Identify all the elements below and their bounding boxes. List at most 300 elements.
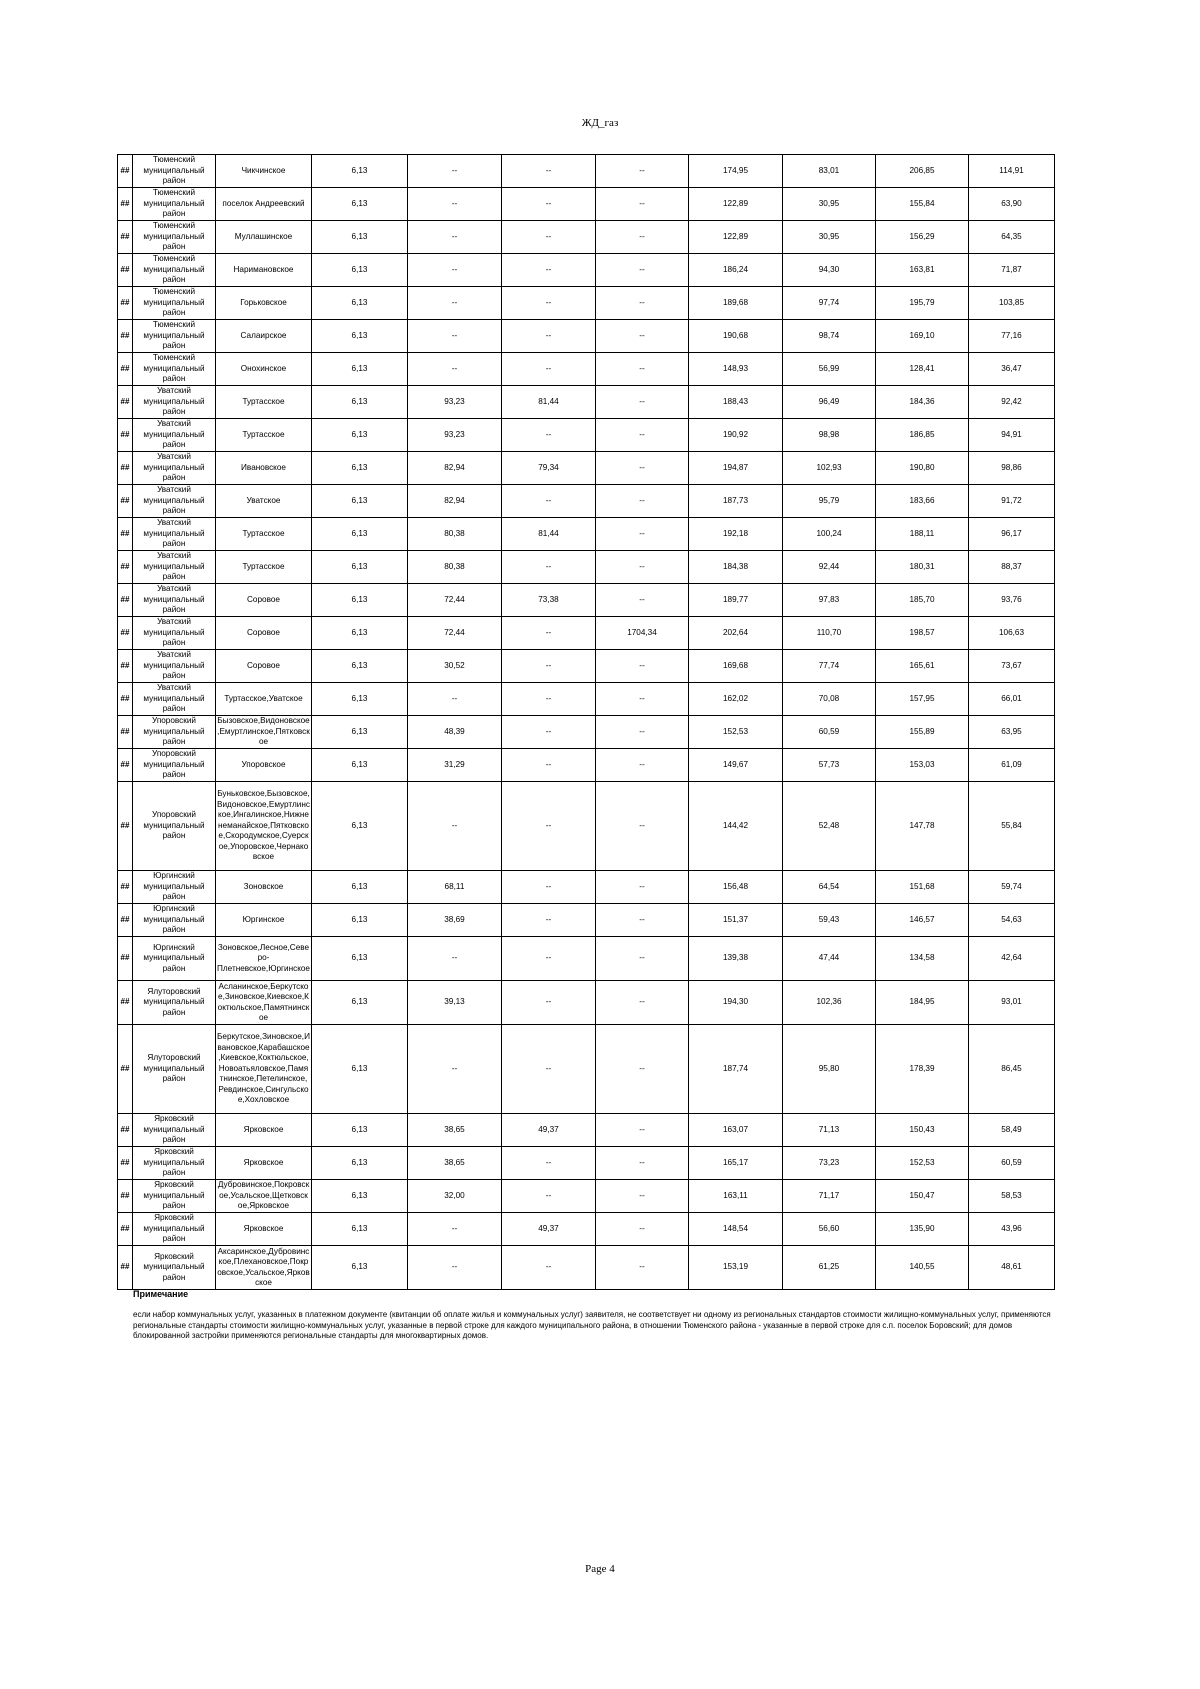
table-row <box>118 485 1055 518</box>
value-cell-6: 83,01 <box>783 155 876 188</box>
value-cell-5: 188,43 <box>689 386 783 419</box>
page-footer: Page 4 <box>585 1563 615 1575</box>
district-cell: Уватский муниципальный район <box>133 485 216 518</box>
district-cell: Упоровский муниципальный район <box>133 716 216 749</box>
table-row <box>118 221 1055 254</box>
value-cell-1: 6,13 <box>312 749 408 782</box>
value-cell-3: 73,38 <box>502 584 596 617</box>
value-cell-1: 6,13 <box>312 518 408 551</box>
row-number: ## <box>118 716 133 749</box>
value-cell-6: 97,74 <box>783 287 876 320</box>
value-cell-7: 185,70 <box>876 584 969 617</box>
value-cell-7: 150,47 <box>876 1180 969 1213</box>
district-cell: Уватский муниципальный район <box>133 419 216 452</box>
value-cell-4: -- <box>596 937 689 981</box>
value-cell-8: 73,67 <box>969 650 1055 683</box>
value-cell-1: 6,13 <box>312 1025 408 1114</box>
value-cell-4: -- <box>596 452 689 485</box>
value-cell-2: 48,39 <box>408 716 502 749</box>
value-cell-6: 92,44 <box>783 551 876 584</box>
value-cell-1: 6,13 <box>312 1180 408 1213</box>
value-cell-5: 174,95 <box>689 155 783 188</box>
value-cell-4: -- <box>596 419 689 452</box>
value-cell-4: -- <box>596 1025 689 1114</box>
value-cell-5: 165,17 <box>689 1147 783 1180</box>
table-row <box>118 1180 1055 1213</box>
row-number: ## <box>118 485 133 518</box>
value-cell-8: 94,91 <box>969 419 1055 452</box>
value-cell-5: 151,37 <box>689 904 783 937</box>
value-cell-6: 52,48 <box>783 782 876 871</box>
value-cell-3: -- <box>502 716 596 749</box>
value-cell-1: 6,13 <box>312 320 408 353</box>
settlement-cell: Туртасское,Уватское <box>216 683 312 716</box>
value-cell-6: 98,98 <box>783 419 876 452</box>
value-cell-8: 42,64 <box>969 937 1055 981</box>
value-cell-1: 6,13 <box>312 904 408 937</box>
district-cell: Ярковский муниципальный район <box>133 1180 216 1213</box>
value-cell-7: 135,90 <box>876 1213 969 1246</box>
note-text: если набор коммунальных услуг, указанных в платежном документе (квитанции об оплате жилья и коммунальных услуг) заявителя, не соответствует ни одному из региональных стандартов стоимости жилищно-коммунальных услуг, применяются региональные стандарты стоимости жилищно-коммунальных услуг, указанные в первой строке для каждого муниципального района, в отношении Тюменского района - указанные в первой строке для с.п. поселок Боровский; для домов блокированной застройки применяются региональные стандарты для многоквартирных домов. <box>133 1310 1051 1340</box>
value-cell-4: -- <box>596 221 689 254</box>
value-cell-5: 144,42 <box>689 782 783 871</box>
value-cell-2: -- <box>408 155 502 188</box>
value-cell-3: -- <box>502 650 596 683</box>
row-number: ## <box>118 650 133 683</box>
value-cell-5: 148,54 <box>689 1213 783 1246</box>
table-row <box>118 584 1055 617</box>
value-cell-4: -- <box>596 683 689 716</box>
value-cell-2: -- <box>408 287 502 320</box>
settlement-cell: Зоновское,Лесное,Северо-Плетневское,Юргинское <box>216 937 312 981</box>
table-row <box>118 188 1055 221</box>
table-row <box>118 1246 1055 1290</box>
value-cell-6: 56,99 <box>783 353 876 386</box>
value-cell-5: 163,07 <box>689 1114 783 1147</box>
value-cell-1: 6,13 <box>312 188 408 221</box>
value-cell-7: 183,66 <box>876 485 969 518</box>
row-number: ## <box>118 617 133 650</box>
value-cell-5: 190,68 <box>689 320 783 353</box>
value-cell-7: 152,53 <box>876 1147 969 1180</box>
settlement-cell: Онохинское <box>216 353 312 386</box>
value-cell-2: 80,38 <box>408 551 502 584</box>
district-cell: Уватский муниципальный район <box>133 518 216 551</box>
value-cell-7: 188,11 <box>876 518 969 551</box>
district-cell: Упоровский муниципальный район <box>133 782 216 871</box>
district-cell: Тюменский муниципальный район <box>133 287 216 320</box>
settlement-cell: Наримановское <box>216 254 312 287</box>
value-cell-4: -- <box>596 254 689 287</box>
value-cell-7: 155,89 <box>876 716 969 749</box>
value-cell-4: -- <box>596 904 689 937</box>
value-cell-2: 93,23 <box>408 386 502 419</box>
value-cell-3: -- <box>502 1025 596 1114</box>
value-cell-7: 155,84 <box>876 188 969 221</box>
value-cell-8: 77,16 <box>969 320 1055 353</box>
value-cell-1: 6,13 <box>312 386 408 419</box>
value-cell-8: 64,35 <box>969 221 1055 254</box>
value-cell-1: 6,13 <box>312 584 408 617</box>
value-cell-8: 43,96 <box>969 1213 1055 1246</box>
table-row <box>118 353 1055 386</box>
value-cell-5: 148,93 <box>689 353 783 386</box>
value-cell-8: 96,17 <box>969 518 1055 551</box>
value-cell-6: 47,44 <box>783 937 876 981</box>
value-cell-4: -- <box>596 518 689 551</box>
settlement-cell: Туртасское <box>216 419 312 452</box>
district-cell: Уватский муниципальный район <box>133 683 216 716</box>
district-cell: Тюменский муниципальный район <box>133 221 216 254</box>
value-cell-5: 186,24 <box>689 254 783 287</box>
district-cell: Уватский муниципальный район <box>133 452 216 485</box>
settlement-cell: Упоровское <box>216 749 312 782</box>
value-cell-7: 134,58 <box>876 937 969 981</box>
value-cell-1: 6,13 <box>312 155 408 188</box>
value-cell-2: 80,38 <box>408 518 502 551</box>
row-number: ## <box>118 683 133 716</box>
value-cell-7: 198,57 <box>876 617 969 650</box>
value-cell-1: 6,13 <box>312 650 408 683</box>
value-cell-6: 73,23 <box>783 1147 876 1180</box>
settlement-cell: Асланинское,Беркутское,Зиновское,Киевское,Коктюльское,Памятнинское <box>216 981 312 1025</box>
value-cell-8: 48,61 <box>969 1246 1055 1290</box>
value-cell-2: 39,13 <box>408 981 502 1025</box>
value-cell-3: -- <box>502 485 596 518</box>
table-row <box>118 452 1055 485</box>
value-cell-4: -- <box>596 749 689 782</box>
value-cell-3: -- <box>502 419 596 452</box>
table-row <box>118 254 1055 287</box>
settlement-cell: Чикчинское <box>216 155 312 188</box>
value-cell-2: -- <box>408 683 502 716</box>
value-cell-8: 54,63 <box>969 904 1055 937</box>
district-cell: Уватский муниципальный район <box>133 551 216 584</box>
value-cell-5: 156,48 <box>689 871 783 904</box>
settlement-cell: Буньковское,Бызовское,Видоновское,Емуртлинское,Ингалинское,Нижненеманайское,Пятковское,Скородумское,Суерское,Упоровское,Чернаковское <box>216 782 312 871</box>
value-cell-8: 60,59 <box>969 1147 1055 1180</box>
settlement-cell: Соровое <box>216 617 312 650</box>
value-cell-4: -- <box>596 551 689 584</box>
table-row <box>118 1114 1055 1147</box>
page-header: ЖД_газ <box>581 117 619 129</box>
value-cell-8: 55,84 <box>969 782 1055 871</box>
value-cell-1: 6,13 <box>312 716 408 749</box>
value-cell-3: 81,44 <box>502 386 596 419</box>
value-cell-7: 157,95 <box>876 683 969 716</box>
value-cell-2: -- <box>408 320 502 353</box>
table-row <box>118 617 1055 650</box>
value-cell-2: -- <box>408 1246 502 1290</box>
value-cell-7: 184,95 <box>876 981 969 1025</box>
value-cell-3: -- <box>502 221 596 254</box>
value-cell-5: 189,68 <box>689 287 783 320</box>
value-cell-2: -- <box>408 188 502 221</box>
value-cell-7: 163,81 <box>876 254 969 287</box>
district-cell: Юргинский муниципальный район <box>133 904 216 937</box>
value-cell-2: -- <box>408 782 502 871</box>
value-cell-8: 66,01 <box>969 683 1055 716</box>
value-cell-4: -- <box>596 584 689 617</box>
row-number: ## <box>118 1246 133 1290</box>
district-cell: Тюменский муниципальный район <box>133 254 216 287</box>
value-cell-5: 139,38 <box>689 937 783 981</box>
settlement-cell: поселок Андреевский <box>216 188 312 221</box>
value-cell-2: 72,44 <box>408 584 502 617</box>
value-cell-4: -- <box>596 1147 689 1180</box>
row-number: ## <box>118 188 133 221</box>
value-cell-6: 71,17 <box>783 1180 876 1213</box>
value-cell-3: -- <box>502 353 596 386</box>
row-number: ## <box>118 419 133 452</box>
value-cell-4: 1704,34 <box>596 617 689 650</box>
standards-table <box>117 154 1055 1290</box>
settlement-cell: Соровое <box>216 584 312 617</box>
value-cell-4: -- <box>596 485 689 518</box>
value-cell-3: -- <box>502 1246 596 1290</box>
value-cell-5: 192,18 <box>689 518 783 551</box>
value-cell-3: -- <box>502 188 596 221</box>
value-cell-1: 6,13 <box>312 221 408 254</box>
table-row <box>118 749 1055 782</box>
value-cell-3: -- <box>502 937 596 981</box>
value-cell-6: 110,70 <box>783 617 876 650</box>
table-row <box>118 716 1055 749</box>
settlement-cell: Ярковское <box>216 1147 312 1180</box>
settlement-cell: Уватское <box>216 485 312 518</box>
value-cell-8: 59,74 <box>969 871 1055 904</box>
settlement-cell: Дубровинское,Покровское,Усальское,Щетковское,Ярковское <box>216 1180 312 1213</box>
value-cell-6: 94,30 <box>783 254 876 287</box>
value-cell-7: 195,79 <box>876 287 969 320</box>
row-number: ## <box>118 518 133 551</box>
value-cell-1: 6,13 <box>312 981 408 1025</box>
row-number: ## <box>118 320 133 353</box>
value-cell-1: 6,13 <box>312 617 408 650</box>
value-cell-8: 58,49 <box>969 1114 1055 1147</box>
value-cell-2: 38,69 <box>408 904 502 937</box>
value-cell-1: 6,13 <box>312 254 408 287</box>
table-row <box>118 650 1055 683</box>
value-cell-2: 93,23 <box>408 419 502 452</box>
value-cell-8: 98,86 <box>969 452 1055 485</box>
table-row <box>118 904 1055 937</box>
value-cell-8: 86,45 <box>969 1025 1055 1114</box>
district-cell: Юргинский муниципальный район <box>133 871 216 904</box>
row-number: ## <box>118 221 133 254</box>
district-cell: Юргинский муниципальный район <box>133 937 216 981</box>
value-cell-4: -- <box>596 320 689 353</box>
value-cell-7: 186,85 <box>876 419 969 452</box>
value-cell-3: -- <box>502 1147 596 1180</box>
district-cell: Тюменский муниципальный район <box>133 353 216 386</box>
row-number: ## <box>118 1213 133 1246</box>
table-row <box>118 1147 1055 1180</box>
value-cell-7: 150,43 <box>876 1114 969 1147</box>
settlement-cell: Туртасское <box>216 386 312 419</box>
row-number: ## <box>118 1114 133 1147</box>
value-cell-6: 100,24 <box>783 518 876 551</box>
value-cell-8: 71,87 <box>969 254 1055 287</box>
district-cell: Ярковский муниципальный район <box>133 1246 216 1290</box>
value-cell-7: 146,57 <box>876 904 969 937</box>
row-number: ## <box>118 254 133 287</box>
value-cell-6: 30,95 <box>783 221 876 254</box>
value-cell-1: 6,13 <box>312 782 408 871</box>
value-cell-8: 61,09 <box>969 749 1055 782</box>
value-cell-3: -- <box>502 155 596 188</box>
table-row <box>118 155 1055 188</box>
value-cell-2: -- <box>408 1213 502 1246</box>
value-cell-1: 6,13 <box>312 551 408 584</box>
table-body <box>118 155 1055 1290</box>
district-cell: Уватский муниципальный район <box>133 650 216 683</box>
table-row <box>118 1213 1055 1246</box>
value-cell-8: 92,42 <box>969 386 1055 419</box>
value-cell-1: 6,13 <box>312 419 408 452</box>
value-cell-3: -- <box>502 981 596 1025</box>
value-cell-3: -- <box>502 287 596 320</box>
table-row <box>118 981 1055 1025</box>
value-cell-4: -- <box>596 287 689 320</box>
value-cell-7: 140,55 <box>876 1246 969 1290</box>
value-cell-4: -- <box>596 1114 689 1147</box>
value-cell-4: -- <box>596 716 689 749</box>
district-cell: Уватский муниципальный район <box>133 584 216 617</box>
value-cell-5: 162,02 <box>689 683 783 716</box>
value-cell-4: -- <box>596 155 689 188</box>
settlement-cell: Туртасское <box>216 518 312 551</box>
value-cell-3: -- <box>502 320 596 353</box>
settlement-cell: Муллашинское <box>216 221 312 254</box>
value-cell-7: 165,61 <box>876 650 969 683</box>
value-cell-3: -- <box>502 871 596 904</box>
value-cell-5: 202,64 <box>689 617 783 650</box>
value-cell-8: 63,95 <box>969 716 1055 749</box>
row-number: ## <box>118 551 133 584</box>
value-cell-7: 190,80 <box>876 452 969 485</box>
value-cell-7: 206,85 <box>876 155 969 188</box>
row-number: ## <box>118 584 133 617</box>
district-cell: Ярковский муниципальный район <box>133 1213 216 1246</box>
value-cell-3: -- <box>502 749 596 782</box>
value-cell-4: -- <box>596 981 689 1025</box>
value-cell-8: 63,90 <box>969 188 1055 221</box>
value-cell-4: -- <box>596 1180 689 1213</box>
value-cell-2: 72,44 <box>408 617 502 650</box>
value-cell-5: 152,53 <box>689 716 783 749</box>
row-number: ## <box>118 1180 133 1213</box>
value-cell-3: 79,34 <box>502 452 596 485</box>
value-cell-6: 60,59 <box>783 716 876 749</box>
table-row <box>118 386 1055 419</box>
value-cell-8: 93,01 <box>969 981 1055 1025</box>
value-cell-1: 6,13 <box>312 452 408 485</box>
table-row <box>118 419 1055 452</box>
value-cell-3: -- <box>502 904 596 937</box>
value-cell-5: 194,30 <box>689 981 783 1025</box>
settlement-cell: Бызовское,Видоновское,Емуртлинское,Пятковское <box>216 716 312 749</box>
table-row <box>118 1025 1055 1114</box>
value-cell-2: 32,00 <box>408 1180 502 1213</box>
district-cell: Тюменский муниципальный район <box>133 155 216 188</box>
value-cell-2: 82,94 <box>408 485 502 518</box>
value-cell-7: 151,68 <box>876 871 969 904</box>
value-cell-7: 128,41 <box>876 353 969 386</box>
value-cell-5: 189,77 <box>689 584 783 617</box>
value-cell-3: 49,37 <box>502 1213 596 1246</box>
value-cell-6: 70,08 <box>783 683 876 716</box>
district-cell: Ялуторовский муниципальный район <box>133 981 216 1025</box>
value-cell-7: 156,29 <box>876 221 969 254</box>
settlement-cell: Беркутское,Зиновское,Ивановское,Карабашское,Киевское,Коктюльское,Новоатьяловское,Памятнинское,Петелинское,Ревдинское,Сингульское,Хохловское <box>216 1025 312 1114</box>
value-cell-1: 6,13 <box>312 683 408 716</box>
value-cell-2: 68,11 <box>408 871 502 904</box>
table-row <box>118 518 1055 551</box>
district-cell: Уватский муниципальный район <box>133 386 216 419</box>
value-cell-2: 38,65 <box>408 1114 502 1147</box>
value-cell-3: -- <box>502 782 596 871</box>
value-cell-6: 77,74 <box>783 650 876 683</box>
settlement-cell: Туртасское <box>216 551 312 584</box>
value-cell-3: 49,37 <box>502 1114 596 1147</box>
value-cell-8: 114,91 <box>969 155 1055 188</box>
value-cell-6: 95,79 <box>783 485 876 518</box>
district-cell: Ярковский муниципальный район <box>133 1114 216 1147</box>
value-cell-6: 61,25 <box>783 1246 876 1290</box>
value-cell-1: 6,13 <box>312 485 408 518</box>
table-row <box>118 320 1055 353</box>
settlement-cell: Юргинское <box>216 904 312 937</box>
value-cell-4: -- <box>596 353 689 386</box>
value-cell-3: 81,44 <box>502 518 596 551</box>
value-cell-6: 56,60 <box>783 1213 876 1246</box>
value-cell-5: 194,87 <box>689 452 783 485</box>
value-cell-7: 147,78 <box>876 782 969 871</box>
value-cell-6: 98,74 <box>783 320 876 353</box>
row-number: ## <box>118 155 133 188</box>
value-cell-3: -- <box>502 551 596 584</box>
value-cell-6: 95,80 <box>783 1025 876 1114</box>
value-cell-2: 82,94 <box>408 452 502 485</box>
settlement-cell: Соровое <box>216 650 312 683</box>
value-cell-4: -- <box>596 782 689 871</box>
district-cell: Упоровский муниципальный район <box>133 749 216 782</box>
settlement-cell: Ярковское <box>216 1213 312 1246</box>
table-row <box>118 683 1055 716</box>
value-cell-8: 88,37 <box>969 551 1055 584</box>
table-row <box>118 937 1055 981</box>
value-cell-8: 103,85 <box>969 287 1055 320</box>
value-cell-6: 102,93 <box>783 452 876 485</box>
value-cell-5: 122,89 <box>689 188 783 221</box>
settlement-cell: Зоновское <box>216 871 312 904</box>
row-number: ## <box>118 981 133 1025</box>
row-number: ## <box>118 782 133 871</box>
value-cell-4: -- <box>596 1213 689 1246</box>
value-cell-6: 102,36 <box>783 981 876 1025</box>
settlement-cell: Ивановское <box>216 452 312 485</box>
value-cell-2: -- <box>408 937 502 981</box>
value-cell-8: 36,47 <box>969 353 1055 386</box>
value-cell-3: -- <box>502 1180 596 1213</box>
district-cell: Тюменский муниципальный район <box>133 188 216 221</box>
value-cell-3: -- <box>502 617 596 650</box>
value-cell-1: 6,13 <box>312 871 408 904</box>
value-cell-1: 6,13 <box>312 1114 408 1147</box>
value-cell-4: -- <box>596 1246 689 1290</box>
value-cell-1: 6,13 <box>312 1213 408 1246</box>
